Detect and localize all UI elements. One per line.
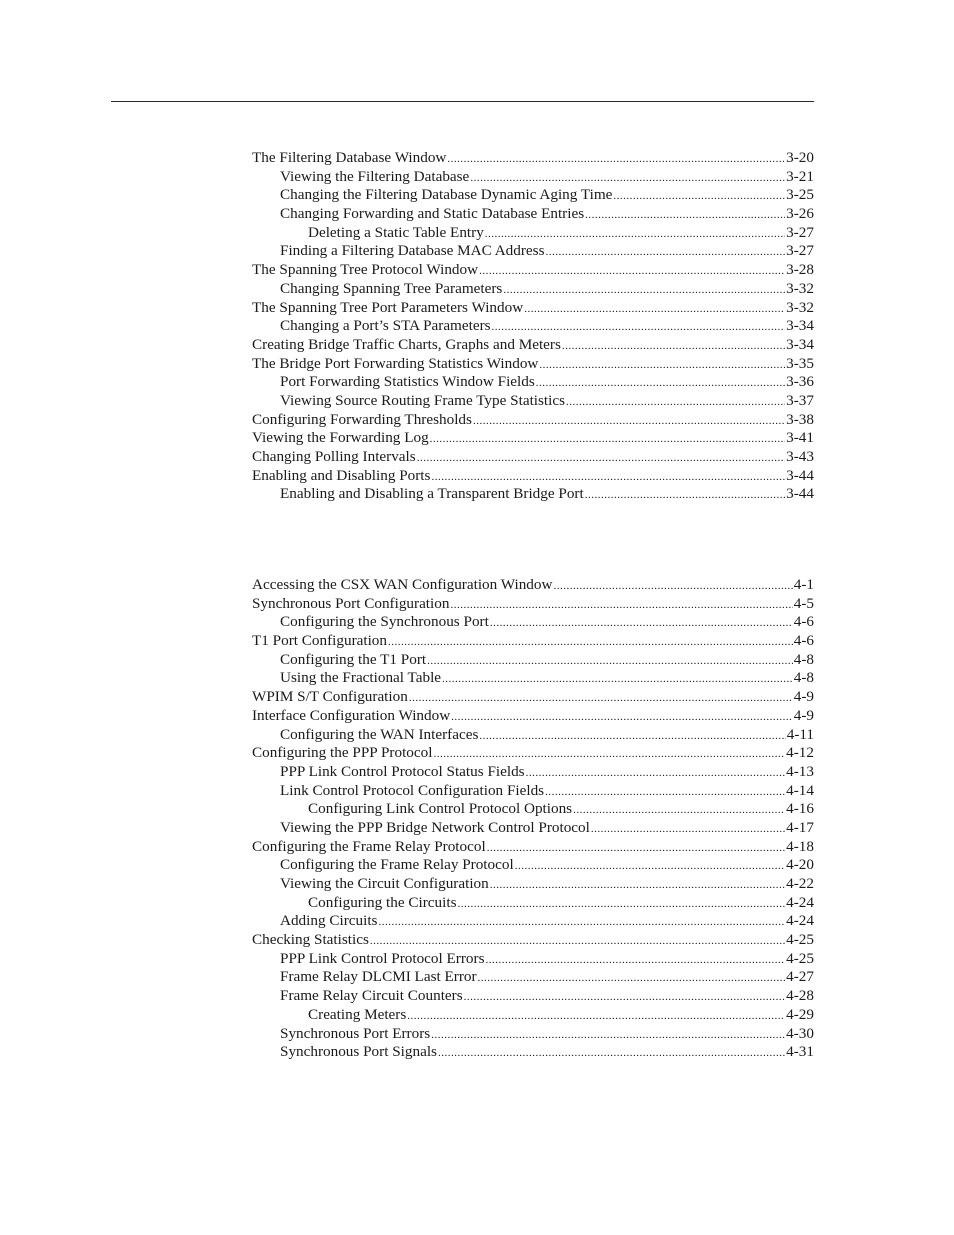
toc-entry-page: 4-11 <box>786 725 814 743</box>
toc-entry-title: Synchronous Port Configuration <box>252 594 450 612</box>
toc-entry-page: 4-13 <box>786 762 814 780</box>
toc-entry[interactable] <box>252 355 814 374</box>
toc-entry[interactable] <box>252 894 814 913</box>
toc-entry-page: 3-27 <box>786 242 814 260</box>
toc-entry[interactable] <box>252 317 814 336</box>
toc-entry-title: PPP Link Control Protocol Status Fields <box>280 762 525 780</box>
dot-leader <box>431 1026 785 1045</box>
toc-entry-title: The Spanning Tree Protocol Window <box>252 261 479 279</box>
header-rule <box>111 101 814 102</box>
toc-entry-title: Synchronous Port Signals <box>280 1043 437 1061</box>
toc-entry[interactable] <box>252 669 814 688</box>
dot-leader <box>503 281 785 300</box>
toc-entry-page: 4-8 <box>793 650 814 668</box>
toc-entry[interactable] <box>252 224 814 243</box>
dot-leader <box>442 670 793 689</box>
dot-leader <box>524 300 785 319</box>
toc-entry-title: Changing a Port’s STA Parameters <box>280 317 491 335</box>
dot-leader <box>438 1044 785 1063</box>
toc-entry[interactable] <box>252 149 814 168</box>
toc-entry-title: Viewing Source Routing Frame Type Statistics <box>280 391 566 409</box>
toc-entry-page: 4-25 <box>786 949 814 967</box>
dot-leader <box>539 356 785 375</box>
toc-entry-page: 4-31 <box>786 1043 814 1061</box>
dot-leader <box>492 318 786 337</box>
toc-entry[interactable] <box>252 242 814 261</box>
dot-leader <box>430 430 785 449</box>
toc-entry[interactable] <box>252 968 814 987</box>
dot-leader <box>553 577 792 596</box>
toc-entry-title: Viewing the Forwarding Log <box>252 429 429 447</box>
dot-leader <box>545 783 785 802</box>
toc-entry[interactable] <box>252 299 814 318</box>
toc-entry[interactable] <box>252 763 814 782</box>
toc-entry-page: 3-34 <box>786 335 814 353</box>
toc-entry-title: Changing Forwarding and Static Database Entries <box>280 205 585 223</box>
dot-leader <box>562 337 785 356</box>
toc-entry-title: Configuring the Frame Relay Protocol <box>252 837 486 855</box>
toc-entry-title: Link Control Protocol Configuration Fields <box>280 781 545 799</box>
toc-entry-title: Finding a Filtering Database MAC Address <box>280 242 545 260</box>
toc-entry[interactable] <box>252 651 814 670</box>
toc-entry[interactable] <box>252 707 814 726</box>
toc-entry[interactable] <box>252 800 814 819</box>
toc-entry-page: 3-37 <box>786 391 814 409</box>
dot-leader <box>407 1007 785 1026</box>
toc-entry-page: 3-27 <box>786 223 814 241</box>
toc-entry-page: 3-38 <box>786 410 814 428</box>
toc-entry-title: Viewing the Filtering Database <box>280 167 470 185</box>
toc-section-3 <box>252 149 814 504</box>
dot-leader <box>526 764 786 783</box>
toc-entry[interactable] <box>252 336 814 355</box>
dot-leader <box>487 839 785 858</box>
toc-entry[interactable] <box>252 950 814 969</box>
toc-entry-page: 4-29 <box>786 1005 814 1023</box>
toc-entry-page: 3-44 <box>786 466 814 484</box>
toc-entry[interactable] <box>252 280 814 299</box>
toc-entry-title: The Filtering Database Window <box>252 149 447 166</box>
toc-entry-page: 4-1 <box>793 576 814 593</box>
toc-entry-title: Adding Circuits <box>280 912 378 930</box>
toc-entry-page: 3-32 <box>786 279 814 297</box>
toc-entry-title: Configuring the Frame Relay Protocol <box>280 856 514 874</box>
toc-entry-page: 4-24 <box>786 912 814 930</box>
dot-leader <box>585 486 785 505</box>
toc-entry-page: 4-17 <box>786 818 814 836</box>
toc-entry-page: 3-43 <box>786 448 814 465</box>
toc-entry-page: 4-28 <box>786 987 814 1005</box>
dot-leader <box>479 262 785 281</box>
dot-leader <box>447 150 785 169</box>
dot-leader <box>613 187 785 206</box>
toc-entry-page: 4-12 <box>786 744 814 762</box>
toc-entry[interactable] <box>252 485 814 504</box>
dot-leader <box>473 412 785 431</box>
toc-entry[interactable] <box>252 261 814 280</box>
toc-entry-title: Configuring the PPP Protocol <box>252 744 433 762</box>
toc-entry[interactable] <box>252 392 814 411</box>
toc-entry[interactable] <box>252 838 814 857</box>
toc-entry-title: Viewing the PPP Bridge Network Control Protocol <box>280 818 590 836</box>
toc-entry[interactable] <box>252 467 814 486</box>
toc-entry-title: Frame Relay DLCMI Last Error <box>280 968 477 986</box>
toc-entry[interactable] <box>252 411 814 430</box>
toc-entry[interactable] <box>252 429 814 448</box>
toc-entry-page: 4-14 <box>786 781 814 799</box>
toc-entry[interactable] <box>252 987 814 1006</box>
toc-entry[interactable] <box>252 912 814 931</box>
toc-entry-page: 4-9 <box>793 706 814 724</box>
toc-entry[interactable] <box>252 1043 814 1062</box>
toc-entry-title: Accessing the CSX WAN Configuration Window <box>252 576 553 593</box>
toc-entry-page: 3-34 <box>786 317 814 335</box>
dot-leader <box>573 801 785 820</box>
dot-leader <box>427 652 793 671</box>
toc-entry-page: 3-44 <box>786 485 814 503</box>
toc-entry[interactable] <box>252 875 814 894</box>
dot-leader <box>388 633 793 652</box>
dot-leader <box>515 857 785 876</box>
dot-leader <box>490 614 793 633</box>
toc-entry-page: 4-5 <box>793 594 814 612</box>
toc-entry-title: Configuring the WAN Interfaces <box>280 725 479 743</box>
toc-entry-page: 4-6 <box>793 632 814 650</box>
toc-entry-title: Frame Relay Circuit Counters <box>280 987 463 1005</box>
toc-entry-title: Configuring the Circuits <box>308 893 457 911</box>
dot-leader <box>450 596 792 615</box>
dot-leader <box>470 169 785 188</box>
toc-entry-title: Configuring Link Control Protocol Options <box>308 800 573 818</box>
toc-entry-title: PPP Link Control Protocol Errors <box>280 949 485 967</box>
toc-entry-title: Creating Bridge Traffic Charts, Graphs and Meters <box>252 335 561 353</box>
toc-entry-page: 3-32 <box>786 298 814 316</box>
toc-entry-title: T1 Port Configuration <box>252 632 387 650</box>
toc-entry-title: Enabling and Disabling a Transparent Bridge Port <box>280 485 584 503</box>
toc-section-4 <box>252 576 814 1062</box>
toc-entry-title: Synchronous Port Errors <box>280 1024 431 1042</box>
toc-entry[interactable] <box>252 744 814 763</box>
toc-entry-page: 4-30 <box>786 1024 814 1042</box>
toc-entry-page: 4-6 <box>793 613 814 631</box>
toc-entry-title: Checking Statistics <box>252 931 369 949</box>
toc-entry[interactable] <box>252 632 814 651</box>
toc-entry-page: 3-26 <box>786 205 814 223</box>
dot-leader <box>451 708 793 727</box>
toc-entry-title: Configuring the T1 Port <box>280 650 427 668</box>
toc-entry-page: 4-8 <box>793 669 814 687</box>
dot-leader <box>585 206 785 225</box>
toc-entry[interactable] <box>252 1006 814 1025</box>
toc-entry-title: The Spanning Tree Port Parameters Window <box>252 298 524 316</box>
dot-leader <box>490 876 785 895</box>
toc-entry-title: Interface Configuration Window <box>252 706 451 724</box>
toc-entry-page: 3-25 <box>786 186 814 204</box>
toc-entry-page: 3-41 <box>786 429 814 447</box>
dot-leader <box>566 393 785 412</box>
toc-entry[interactable] <box>252 726 814 745</box>
toc-entry[interactable] <box>252 373 814 392</box>
toc-entry-page: 3-28 <box>786 261 814 279</box>
dot-leader <box>479 727 785 746</box>
toc-entry-page: 4-25 <box>786 931 814 949</box>
toc-entry[interactable] <box>252 819 814 838</box>
toc-entry-title: Changing Spanning Tree Parameters <box>280 279 503 297</box>
dot-leader <box>370 932 785 951</box>
toc-entry-title: Deleting a Static Table Entry <box>308 223 484 241</box>
dot-leader <box>536 374 785 393</box>
toc-entry[interactable] <box>252 931 814 950</box>
dot-leader <box>591 820 785 839</box>
dot-leader <box>546 243 786 262</box>
toc-entry-title: Configuring the Synchronous Port <box>280 613 489 631</box>
toc-entry-page: 4-22 <box>786 875 814 892</box>
toc-entry[interactable] <box>252 205 814 224</box>
toc-entry[interactable] <box>252 1025 814 1044</box>
toc-entry[interactable] <box>252 613 814 632</box>
dot-leader <box>378 913 785 932</box>
toc-entry[interactable] <box>252 576 814 595</box>
toc-entry-title: The Bridge Port Forwarding Statistics Window <box>252 354 539 372</box>
dot-leader <box>478 969 786 988</box>
dot-leader <box>458 895 786 914</box>
toc-entry-page: 4-9 <box>793 688 814 706</box>
dot-leader <box>431 468 785 487</box>
toc-entry[interactable] <box>252 782 814 801</box>
toc-entry-title: Viewing the Circuit Configuration <box>280 875 489 892</box>
toc-entry-page: 4-27 <box>786 968 814 986</box>
toc-entry-title: Changing Polling Intervals <box>252 448 416 465</box>
toc-entry-title: WPIM S/T Configuration <box>252 688 408 706</box>
toc-entry-page: 3-20 <box>786 149 814 166</box>
toc-entry-page: 4-18 <box>786 837 814 855</box>
toc-entry[interactable] <box>252 856 814 875</box>
toc-entry-page: 4-24 <box>786 893 814 911</box>
dot-leader <box>433 745 785 764</box>
toc-entry-title: Changing the Filtering Database Dynamic Aging Time <box>280 186 613 204</box>
toc-entry-title: Enabling and Disabling Ports <box>252 466 431 484</box>
dot-leader <box>409 689 793 708</box>
toc-entry-page: 3-21 <box>786 167 814 185</box>
dot-leader <box>464 988 786 1007</box>
toc-entry[interactable] <box>252 186 814 205</box>
toc-entry-title: Using the Fractional Table <box>280 669 442 687</box>
dot-leader <box>417 449 785 468</box>
toc-entry[interactable] <box>252 448 814 467</box>
dot-leader <box>485 951 785 970</box>
toc-entry-page: 3-35 <box>786 354 814 372</box>
toc-entry-page: 4-16 <box>786 800 814 818</box>
toc-entry-title: Configuring Forwarding Thresholds <box>252 410 472 428</box>
toc-entry-title: Creating Meters <box>308 1005 407 1023</box>
toc-entry-page: 4-20 <box>786 856 814 874</box>
dot-leader <box>485 225 785 244</box>
toc-entry[interactable] <box>252 595 814 614</box>
toc-entry-title: Port Forwarding Statistics Window Fields <box>280 373 535 391</box>
toc-entry[interactable] <box>252 688 814 707</box>
toc-entry[interactable] <box>252 168 814 187</box>
toc-entry-page: 3-36 <box>786 373 814 391</box>
